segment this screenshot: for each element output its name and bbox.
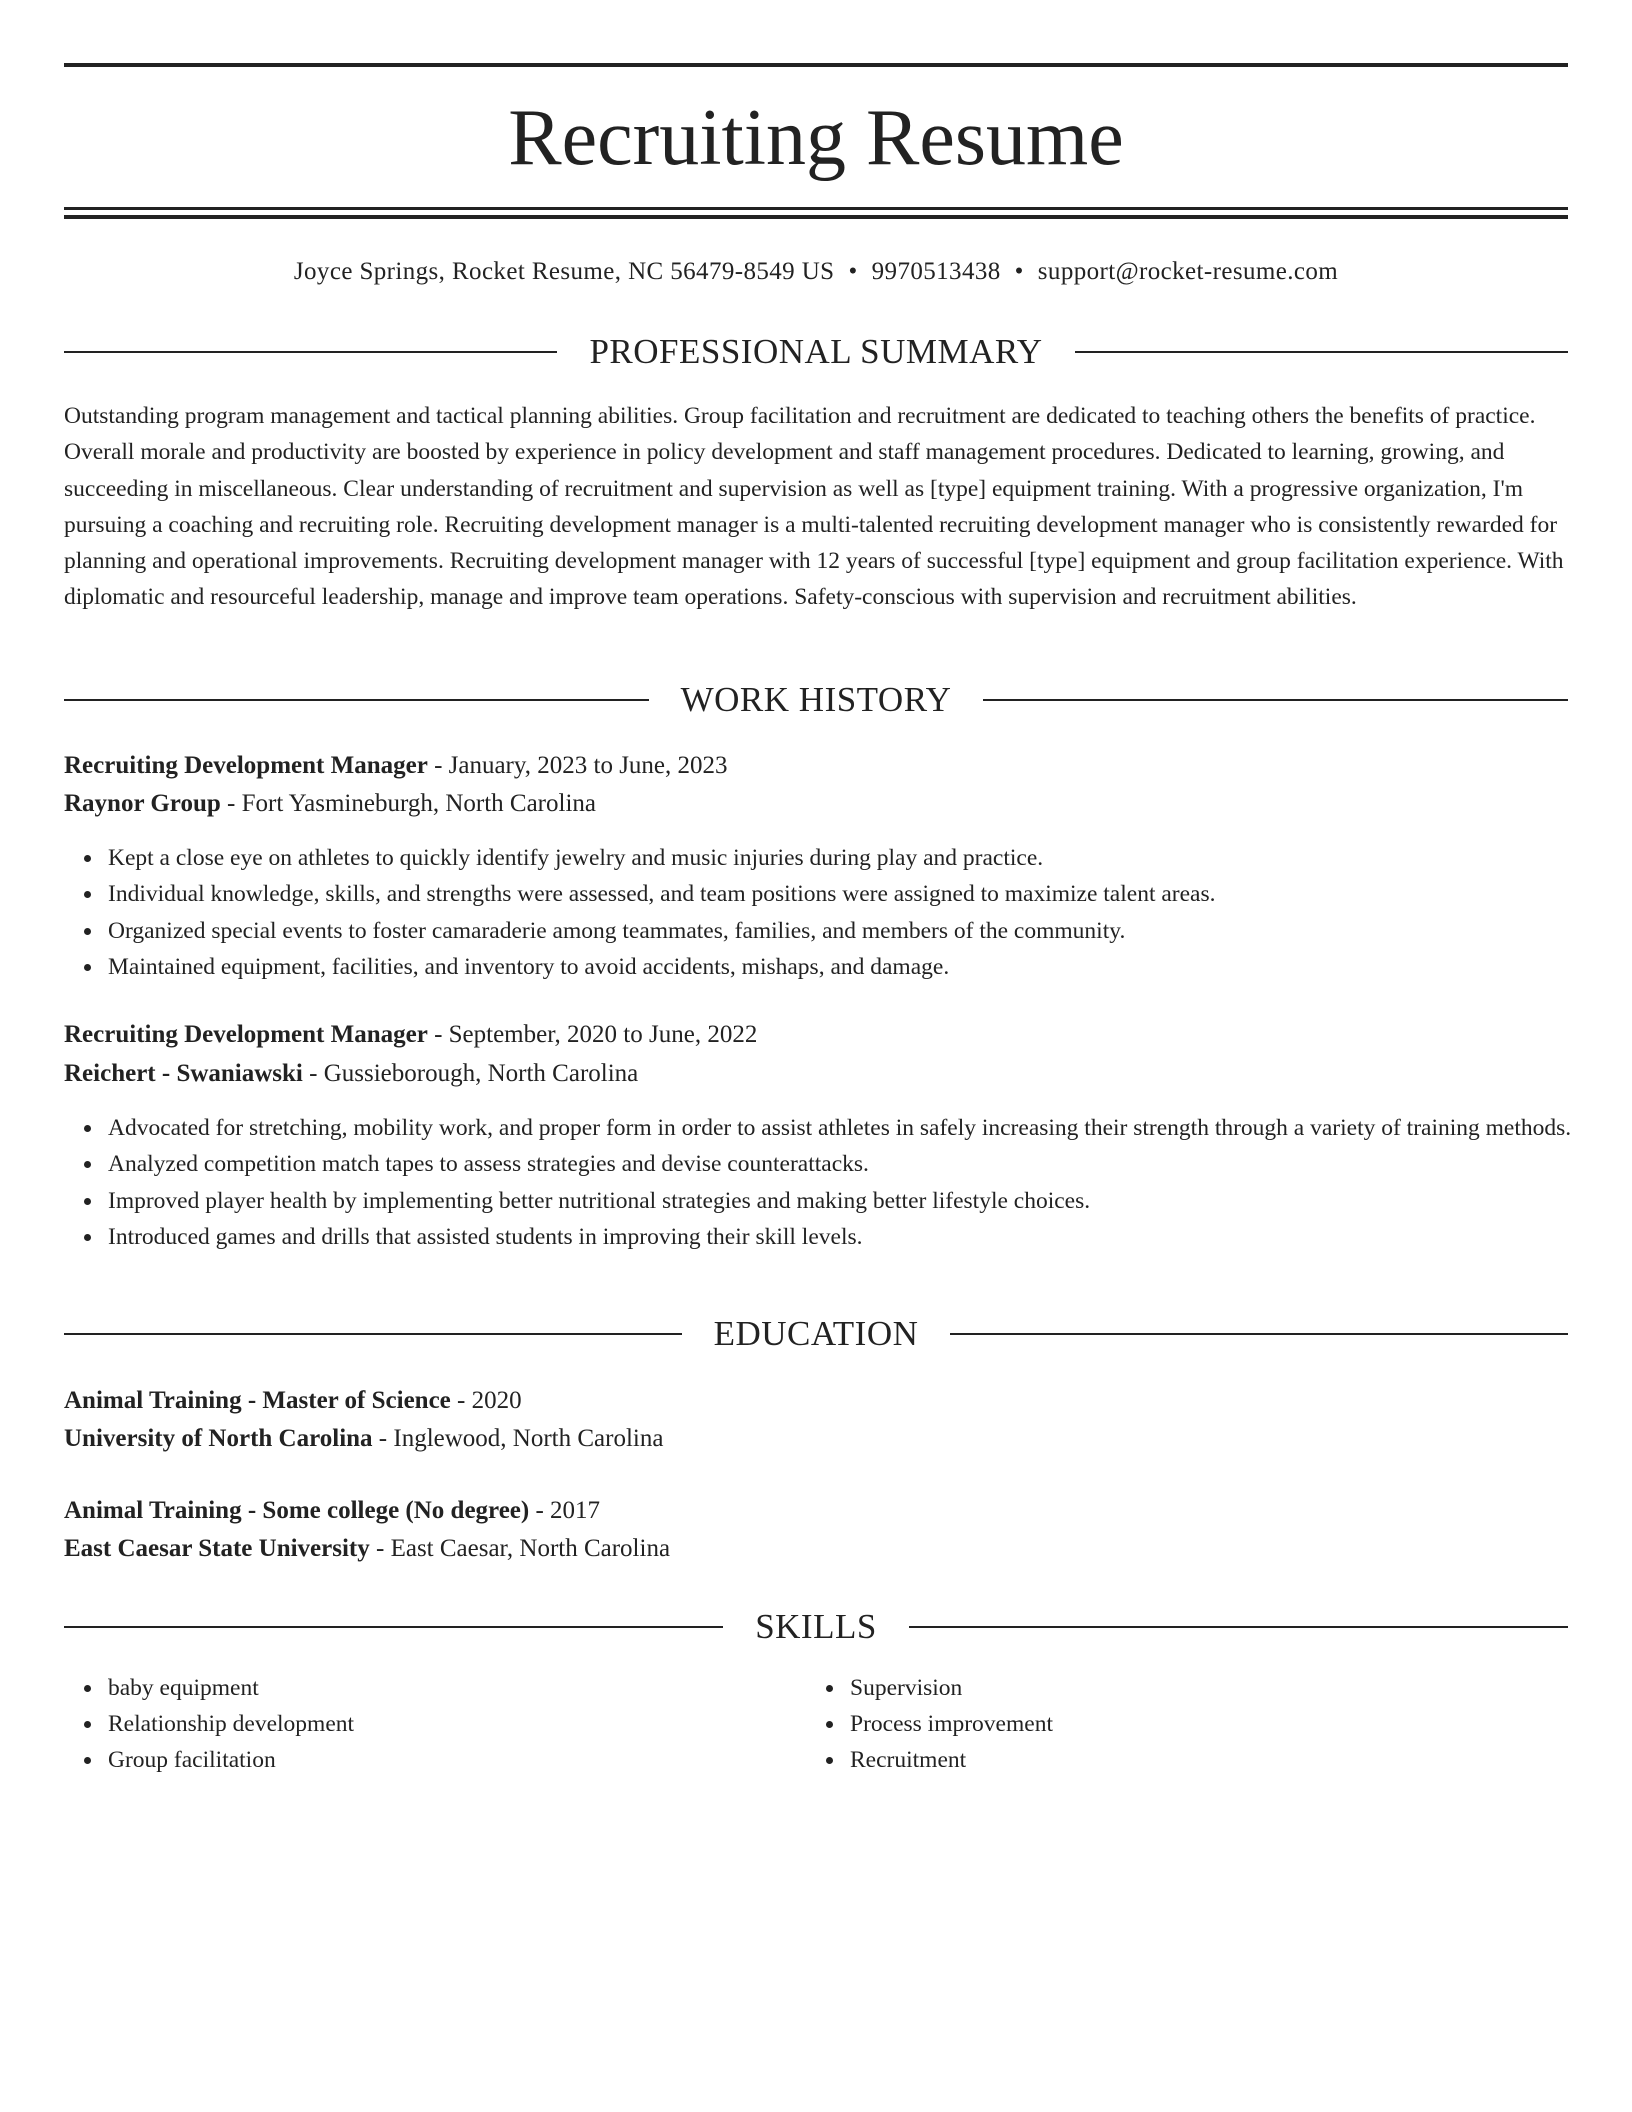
school-name: East Caesar State University xyxy=(64,1535,370,1562)
heading-rule-right xyxy=(909,1626,1568,1628)
skill-item: Group facilitation xyxy=(108,1742,808,1778)
degree-year: - 2017 xyxy=(529,1497,601,1524)
job-duties-list xyxy=(64,1110,1612,1255)
list-item: Improved player health by implementing better nutritional strategies and making better lifestyle choices. xyxy=(108,1183,1612,1219)
skills-section-heading xyxy=(64,1605,1568,1649)
heading-rule-right xyxy=(983,699,1568,701)
title-divider-lower xyxy=(64,215,1568,219)
job-company-line xyxy=(64,786,1568,822)
contact-phone: 9970513438 xyxy=(871,258,1001,285)
job-dates: - September, 2020 to June, 2022 xyxy=(427,1021,758,1048)
list-item: Kept a close eye on athletes to quickly identify jewelry and music injuries during play and practice. xyxy=(108,840,1612,876)
skill-item: Process improvement xyxy=(850,1706,1550,1742)
skills-list-right xyxy=(806,1670,1550,1778)
skill-item: Relationship development xyxy=(108,1706,808,1742)
section-title: WORK HISTORY xyxy=(680,680,952,719)
job-title: Recruiting Development Manager xyxy=(64,752,428,779)
heading-rule-left xyxy=(64,351,557,353)
job-company: Raynor Group xyxy=(64,790,221,817)
job-dates: - January, 2023 to June, 2023 xyxy=(427,752,728,779)
list-item: Introduced games and drills that assisted students in improving their skill levels. xyxy=(108,1219,1612,1255)
heading-rule-left xyxy=(64,1333,682,1335)
job-title: Recruiting Development Manager xyxy=(64,1021,428,1048)
contact-separator: • xyxy=(1014,258,1024,285)
education-section-heading xyxy=(64,1312,1568,1356)
job-company: Reichert - Swaniawski xyxy=(64,1060,303,1087)
heading-rule-left xyxy=(64,699,649,701)
school-line xyxy=(64,1531,1568,1567)
skills-list-left xyxy=(64,1670,808,1778)
title-divider-upper xyxy=(64,207,1568,210)
list-item: Individual knowledge, skills, and strengths were assessed, and team positions were assigned to maximize talent areas. xyxy=(108,876,1612,912)
degree-name: Animal Training - Some college (No degree) xyxy=(64,1497,530,1524)
skill-item: Supervision xyxy=(850,1670,1550,1706)
degree-name: Animal Training - Master of Science xyxy=(64,1387,451,1414)
resume-title: Recruiting Resume xyxy=(508,94,1124,182)
list-item: Maintained equipment, facilities, and inventory to avoid accidents, mishaps, and damage. xyxy=(108,949,1612,985)
school-location: - Inglewood, North Carolina xyxy=(372,1425,664,1452)
skill-item: Recruitment xyxy=(850,1742,1550,1778)
skill-item: baby equipment xyxy=(108,1670,808,1706)
job-location: - Fort Yasmineburgh, North Carolina xyxy=(220,790,596,817)
degree-line xyxy=(64,1383,1568,1419)
list-item: Advocated for stretching, mobility work, and proper form in order to assist athletes in safely increasing their strength through a variety of training methods. xyxy=(108,1110,1612,1146)
top-divider xyxy=(64,63,1568,67)
degree-line xyxy=(64,1493,1568,1529)
section-title: EDUCATION xyxy=(713,1314,919,1353)
job-title-line xyxy=(64,1017,1568,1053)
section-title: SKILLS xyxy=(755,1607,877,1646)
school-name: University of North Carolina xyxy=(64,1425,373,1452)
section-title: PROFESSIONAL SUMMARY xyxy=(589,332,1043,371)
contact-info xyxy=(64,254,1568,290)
heading-rule-right xyxy=(950,1333,1568,1335)
list-item: Organized special events to foster camaraderie among teammates, families, and members of the community. xyxy=(108,913,1612,949)
contact-email: support@rocket-resume.com xyxy=(1037,258,1339,285)
degree-year: - 2020 xyxy=(450,1387,522,1414)
job-duties-list xyxy=(64,840,1612,985)
heading-rule-left xyxy=(64,1626,723,1628)
contact-separator: • xyxy=(848,258,858,285)
school-line xyxy=(64,1421,1568,1457)
summary-text: Outstanding program management and tactical planning abilities. Group facilitation and recruitment are dedicated to teaching others the benefits of practice. Overall morale and productivity are boosted by experience in policy development and staff management procedures. Dedicated to learning, growing, and succeeding in miscellaneous. Clear understanding of recruitment and supervision as well as [type] equipment training. With a progressive organization, I'm pursuing a coaching and recruiting role. Recruiting development manager is a multi-talented recruiting development manager who is consistently rewarded for planning and operational improvements. Recruiting development manager with 12 years of successful [type] equipment and group facilitation experience. With diplomatic and resourceful leadership, manage and improve team operations. Safety-conscious with supervision and recruitment abilities. xyxy=(64,403,1564,611)
list-item: Analyzed competition match tapes to assess strategies and devise counterattacks. xyxy=(108,1146,1612,1182)
work-section-heading xyxy=(64,678,1568,722)
heading-rule-right xyxy=(1075,351,1568,353)
job-location: - Gussieborough, North Carolina xyxy=(302,1060,639,1087)
school-location: - East Caesar, North Carolina xyxy=(369,1535,671,1562)
job-title-line xyxy=(64,748,1568,784)
contact-address: Joyce Springs, Rocket Resume, NC 56479-8549 US xyxy=(293,258,835,285)
summary-section-heading xyxy=(64,330,1568,374)
job-company-line xyxy=(64,1056,1568,1092)
